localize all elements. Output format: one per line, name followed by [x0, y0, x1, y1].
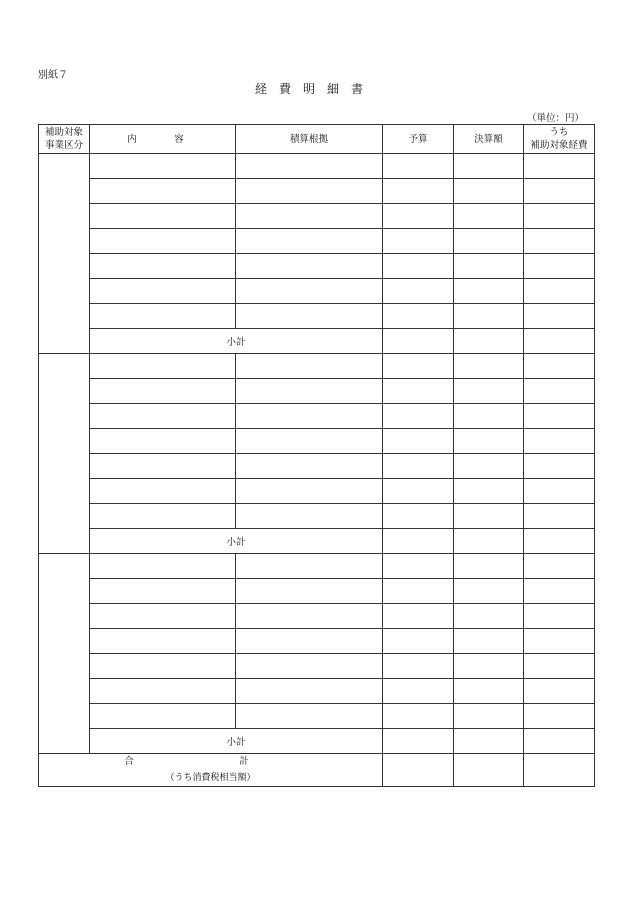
- document-title: 経費明細書: [254, 82, 375, 96]
- basis-cell[interactable]: [236, 654, 383, 679]
- content-cell[interactable]: [90, 579, 236, 604]
- subtotal-eligible-cell[interactable]: [524, 329, 595, 354]
- table-row: [39, 404, 595, 429]
- subtotal-budget-cell[interactable]: [383, 329, 454, 354]
- eligible-cell[interactable]: [524, 554, 595, 579]
- content-cell[interactable]: [90, 179, 236, 204]
- eligible-cell[interactable]: [524, 179, 595, 204]
- header-row: [39, 125, 595, 154]
- settlement-cell[interactable]: [454, 704, 524, 729]
- content-cell[interactable]: [90, 429, 236, 454]
- budget-cell[interactable]: [383, 304, 454, 329]
- eligible-cell[interactable]: [524, 479, 595, 504]
- settlement-cell[interactable]: [454, 404, 524, 429]
- settlement-cell[interactable]: [454, 279, 524, 304]
- subtotal-settlement-cell[interactable]: [454, 529, 524, 554]
- header-settlement: 決算額: [454, 125, 524, 154]
- content-cell[interactable]: [90, 379, 236, 404]
- content-cell[interactable]: [90, 504, 236, 529]
- total-label-cell: [39, 754, 383, 787]
- table-row: [39, 554, 595, 579]
- basis-cell[interactable]: [236, 454, 383, 479]
- subtotal-budget-cell[interactable]: [383, 529, 454, 554]
- content-cell[interactable]: [90, 604, 236, 629]
- settlement-cell[interactable]: [454, 229, 524, 254]
- basis-cell[interactable]: [236, 679, 383, 704]
- basis-cell[interactable]: [236, 504, 383, 529]
- settlement-cell[interactable]: [454, 429, 524, 454]
- eligible-cell[interactable]: [524, 579, 595, 604]
- eligible-cell[interactable]: [524, 229, 595, 254]
- settlement-cell[interactable]: [454, 654, 524, 679]
- subtotal-eligible-cell[interactable]: [524, 529, 595, 554]
- budget-cell[interactable]: [383, 629, 454, 654]
- content-cell[interactable]: [90, 254, 236, 279]
- basis-cell[interactable]: [236, 179, 383, 204]
- content-cell[interactable]: [90, 704, 236, 729]
- tax-note: （うち消費税相当額）: [165, 773, 256, 783]
- settlement-cell[interactable]: [454, 179, 524, 204]
- table-row: [39, 629, 595, 654]
- table-row: [39, 229, 595, 254]
- eligible-cell[interactable]: [524, 629, 595, 654]
- budget-cell[interactable]: [383, 204, 454, 229]
- table-row: [39, 429, 595, 454]
- settlement-cell[interactable]: [454, 204, 524, 229]
- category-cell[interactable]: [39, 154, 90, 354]
- settlement-cell[interactable]: [454, 504, 524, 529]
- subtotal-label: 小計: [90, 329, 383, 354]
- basis-cell[interactable]: [236, 304, 383, 329]
- table-row: [39, 254, 595, 279]
- table-row: [39, 179, 595, 204]
- content-cell[interactable]: [90, 204, 236, 229]
- eligible-cell[interactable]: [524, 304, 595, 329]
- basis-cell[interactable]: [236, 229, 383, 254]
- budget-cell[interactable]: [383, 179, 454, 204]
- settlement-cell[interactable]: [454, 354, 524, 379]
- annex-label: 別紙７: [38, 70, 68, 81]
- table-row: [39, 354, 595, 379]
- eligible-cell[interactable]: [524, 379, 595, 404]
- budget-cell[interactable]: [383, 479, 454, 504]
- settlement-cell[interactable]: [454, 254, 524, 279]
- eligible-cell[interactable]: [524, 254, 595, 279]
- basis-cell[interactable]: [236, 379, 383, 404]
- table-row: [39, 579, 595, 604]
- eligible-cell[interactable]: [524, 504, 595, 529]
- basis-cell[interactable]: [236, 629, 383, 654]
- basis-cell[interactable]: [236, 579, 383, 604]
- total-budget-cell[interactable]: [383, 754, 454, 787]
- eligible-cell[interactable]: [524, 429, 595, 454]
- budget-cell[interactable]: [383, 554, 454, 579]
- budget-cell[interactable]: [383, 379, 454, 404]
- basis-cell[interactable]: [236, 554, 383, 579]
- basis-cell[interactable]: [236, 404, 383, 429]
- table-row: [39, 154, 595, 179]
- content-cell[interactable]: [90, 554, 236, 579]
- eligible-cell[interactable]: [524, 404, 595, 429]
- eligible-cell[interactable]: [524, 604, 595, 629]
- eligible-cell[interactable]: [524, 354, 595, 379]
- settlement-cell[interactable]: [454, 154, 524, 179]
- basis-cell[interactable]: [236, 429, 383, 454]
- eligible-cell[interactable]: [524, 279, 595, 304]
- budget-cell[interactable]: [383, 679, 454, 704]
- header-category-label: 補助対象 事業区分: [44, 127, 83, 151]
- header-content: 内 容: [90, 125, 236, 154]
- subtotal-label: 小計: [90, 529, 383, 554]
- subtotal-eligible-cell[interactable]: [524, 729, 595, 754]
- budget-cell[interactable]: [383, 704, 454, 729]
- basis-cell[interactable]: [236, 604, 383, 629]
- table-row: [39, 454, 595, 479]
- budget-cell[interactable]: [383, 229, 454, 254]
- table-row: [39, 379, 595, 404]
- eligible-cell[interactable]: [524, 679, 595, 704]
- content-cell[interactable]: [90, 629, 236, 654]
- budget-cell[interactable]: [383, 429, 454, 454]
- unit-note: （単位：円）: [526, 113, 584, 124]
- total-eligible-cell[interactable]: [524, 754, 595, 787]
- settlement-cell[interactable]: [454, 679, 524, 704]
- settlement-cell[interactable]: [454, 479, 524, 504]
- budget-cell[interactable]: [383, 279, 454, 304]
- budget-cell[interactable]: [383, 454, 454, 479]
- settlement-cell[interactable]: [454, 554, 524, 579]
- content-cell[interactable]: [90, 479, 236, 504]
- category-cell[interactable]: [39, 554, 90, 754]
- content-cell[interactable]: [90, 654, 236, 679]
- settlement-cell[interactable]: [454, 379, 524, 404]
- content-cell[interactable]: [90, 354, 236, 379]
- basis-cell[interactable]: [236, 479, 383, 504]
- budget-cell[interactable]: [383, 504, 454, 529]
- budget-cell[interactable]: [383, 154, 454, 179]
- header-eligible: [524, 125, 595, 154]
- settlement-cell[interactable]: [454, 304, 524, 329]
- settlement-cell[interactable]: [454, 604, 524, 629]
- subtotal-row: [39, 329, 595, 354]
- total-label: 合 計: [124, 756, 297, 767]
- budget-cell[interactable]: [383, 254, 454, 279]
- table-row: [39, 704, 595, 729]
- subtotal-settlement-cell[interactable]: [454, 329, 524, 354]
- eligible-cell[interactable]: [524, 704, 595, 729]
- table-row: [39, 504, 595, 529]
- eligible-cell[interactable]: [524, 654, 595, 679]
- settlement-cell[interactable]: [454, 579, 524, 604]
- category-cell[interactable]: [39, 354, 90, 554]
- content-cell[interactable]: [90, 304, 236, 329]
- table-row: [39, 304, 595, 329]
- eligible-cell[interactable]: [524, 204, 595, 229]
- budget-cell[interactable]: [383, 404, 454, 429]
- basis-cell[interactable]: [236, 354, 383, 379]
- header-category: [39, 125, 90, 154]
- subtotal-settlement-cell[interactable]: [454, 729, 524, 754]
- settlement-cell[interactable]: [454, 629, 524, 654]
- basis-cell[interactable]: [236, 204, 383, 229]
- content-cell[interactable]: [90, 279, 236, 304]
- expense-detail-table: [38, 124, 595, 787]
- subtotal-row: [39, 729, 595, 754]
- settlement-cell[interactable]: [454, 454, 524, 479]
- budget-cell[interactable]: [383, 604, 454, 629]
- basis-cell[interactable]: [236, 154, 383, 179]
- eligible-cell[interactable]: [524, 454, 595, 479]
- budget-cell[interactable]: [383, 354, 454, 379]
- subtotal-budget-cell[interactable]: [383, 729, 454, 754]
- table-row: [39, 204, 595, 229]
- content-cell[interactable]: [90, 679, 236, 704]
- basis-cell[interactable]: [236, 704, 383, 729]
- basis-cell[interactable]: [236, 254, 383, 279]
- content-cell[interactable]: [90, 229, 236, 254]
- table-row: [39, 604, 595, 629]
- header-eligible-label: うち 補助対象経費: [530, 127, 588, 151]
- content-cell[interactable]: [90, 454, 236, 479]
- content-cell[interactable]: [90, 404, 236, 429]
- table-row: [39, 654, 595, 679]
- total-row: [39, 754, 595, 787]
- header-budget: 予算: [383, 125, 454, 154]
- table-row: [39, 679, 595, 704]
- subtotal-row: [39, 529, 595, 554]
- content-cell[interactable]: [90, 154, 236, 179]
- total-settlement-cell[interactable]: [454, 754, 524, 787]
- budget-cell[interactable]: [383, 579, 454, 604]
- header-basis: 積算根拠: [236, 125, 383, 154]
- budget-cell[interactable]: [383, 654, 454, 679]
- eligible-cell[interactable]: [524, 154, 595, 179]
- table-row: [39, 479, 595, 504]
- subtotal-label: 小計: [90, 729, 383, 754]
- basis-cell[interactable]: [236, 279, 383, 304]
- table-row: [39, 279, 595, 304]
